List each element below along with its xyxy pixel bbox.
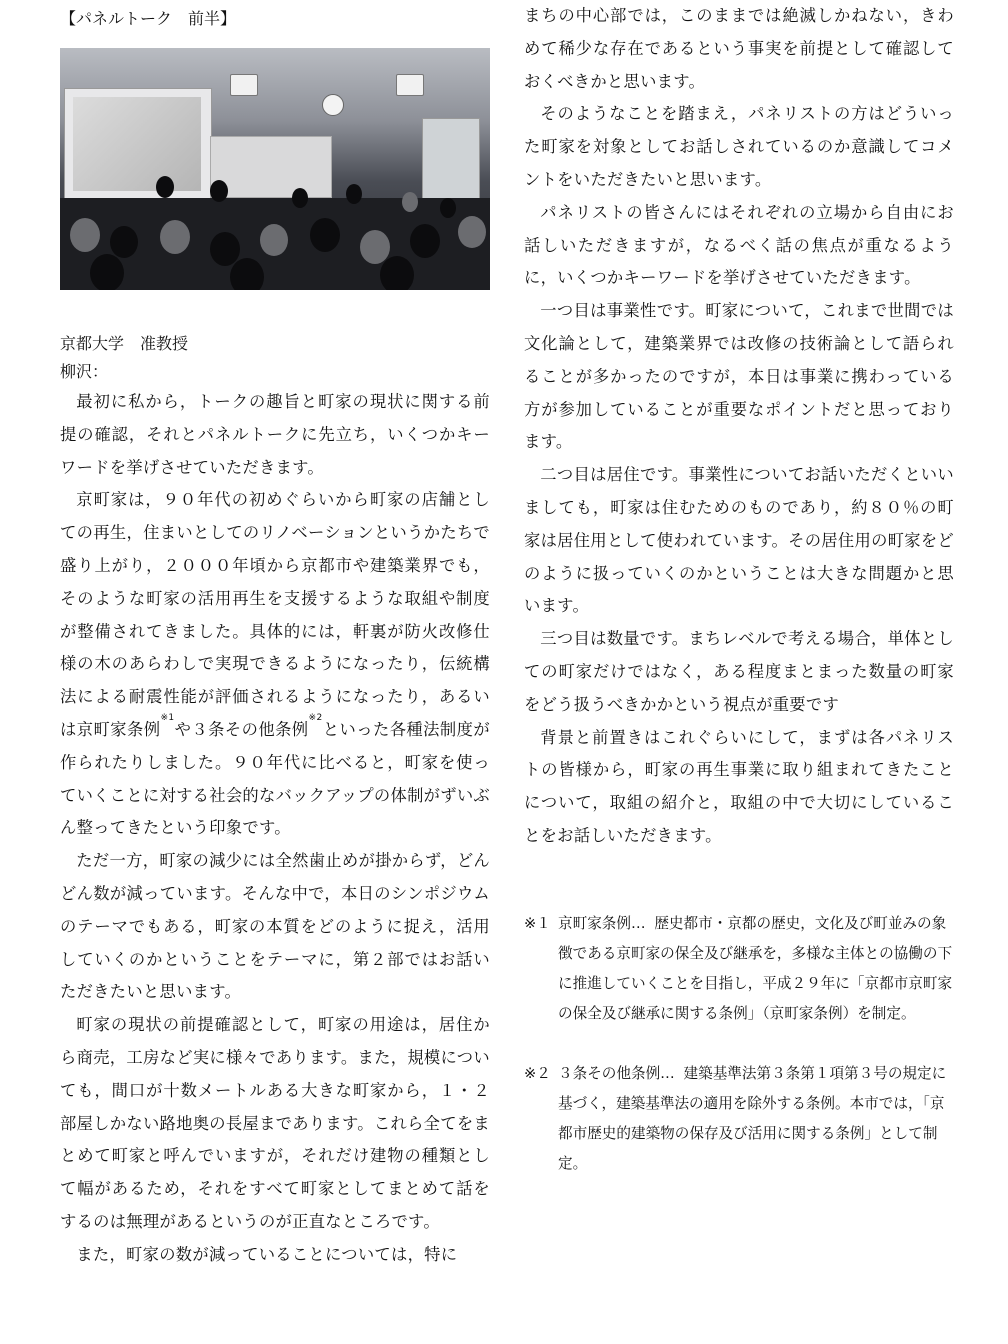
left-column xyxy=(60,0,490,1272)
footnote-ref: ※1 xyxy=(160,712,175,723)
projected-slide xyxy=(73,97,201,191)
panelist-head xyxy=(292,188,308,208)
audience-head xyxy=(360,230,390,264)
speaker-affiliation: 京都大学 准教授 xyxy=(60,334,189,353)
audience-head xyxy=(310,218,340,252)
footnote-mark: ※２ xyxy=(524,1064,551,1082)
speaker-name: 柳沢： xyxy=(60,362,109,381)
paragraph-text: といった各種法制度が作られたりしました。９０年代に比べると，町家を使っていくことに対する社会的なバックアップの体制がずいぶん整ってきたという印象です。 xyxy=(60,719,490,838)
footnote-term: ３条その他条例… xyxy=(558,1064,675,1082)
panelist-head xyxy=(346,184,362,204)
section-heading: 【パネルトーク 前半】 xyxy=(60,9,237,28)
paragraph: 町家の現状の前提確認として，町家の用途は，居住から商売，工房など実に様々であります。また，規模についても，間口が十数メートルある大きな町家から，１・２部屋しかない路地奥の長屋まであります。これら全てをまとめて町家と呼んでいますが，それだけ建物の種類として幅があるため，それをすべて町家としてまとめて話をするのは無理があるというのが正直なところです。 xyxy=(60,1015,490,1231)
audience-head xyxy=(230,258,264,290)
paragraph: 二つ目は居住です。事業性についてお話いただくといいましても，町家は住むためのものであり，約８０％の町家は居住用として使われています。その居住用の町家をどのように扱っていくのかということは大きな問題かと思います。 xyxy=(524,465,954,616)
footnote-body xyxy=(558,1059,954,1179)
audience-head xyxy=(110,226,138,258)
footnote-ref: ※2 xyxy=(308,712,323,723)
paragraph: まちの中心部では，このままでは絶滅しかねない，きわめて稀少な存在であるという事実を前提として確認しておくべきかと思います。 xyxy=(524,6,954,91)
footnote xyxy=(524,1059,954,1179)
footnotes xyxy=(524,909,954,1179)
speaker-block xyxy=(60,330,490,386)
paragraph: 最初に私から，トークの趣旨と町家の現状に関する前提の確認，それとパネルトークに先立ち，いくつかキーワードを挙げさせていただきます。 xyxy=(60,392,490,477)
paragraph-text: や３条その他条例 xyxy=(174,719,309,739)
audience-head xyxy=(458,216,486,248)
panel-talk-photo xyxy=(60,48,490,290)
audience-head xyxy=(410,224,440,258)
paragraph: 背景と前置きはこれぐらいにして，まずは各パネリストの皆様から，町家の再生事業に取り組まれてきたことについて，取組の紹介と，取組の中で大切にしていることをお話しいただきます。 xyxy=(524,727,954,845)
speaker-box-left xyxy=(230,74,258,96)
whiteboard xyxy=(210,136,332,198)
speaker-box-right xyxy=(396,74,424,96)
footnote-text: 建築基準法第３条第１項第３号の規定に基づく，建築基準法の適用を除外する条例。本市では，「京都市歴史的建築物の保存及び活用に関する条例」として制定。 xyxy=(558,1064,947,1172)
footnote-term: 京町家条例… xyxy=(558,914,646,932)
wall-clock xyxy=(322,94,344,116)
paragraph: 一つ目は事業性です。町家について，これまで世間では文化論として，建築業界では改修の技術論として語られることが多かったのですが，本日は事業に携わっている方が参加していることが重要なポイントだと思っております。 xyxy=(524,301,954,452)
panelist-head xyxy=(156,176,174,198)
paragraph: また，町家の数が減っていることについては，特に xyxy=(76,1244,458,1264)
footnote-text: 歴史都市・京都の歴史，文化及び町並みの象徴である京町家の保全及び継承を，多様な主体との協働の下に推進していくことを目指し，平成２９年に「京都市京町家の保全及び継承に関する条例」（京町家条例）を制定。 xyxy=(558,914,953,1022)
panelist-head xyxy=(440,198,456,218)
audience-head xyxy=(210,232,240,266)
projection-screen xyxy=(64,88,212,202)
paragraph: 三つ目は数量です。まちレベルで考える場合，単体としての町家だけではなく，ある程度まとまった数量の町家をどう扱うべきかかという視点が重要です xyxy=(524,629,954,714)
audience-head xyxy=(380,256,414,290)
paragraph xyxy=(60,484,490,845)
paragraph-text: 京町家は，９０年代の初めぐらいから町家の店舗としての再生，住まいとしてのリノベーションというかたちで盛り上がり，２０００年頃から京都市や建築業界でも，そのような町家の活用再生を支援するような取組や制度が整備されてきました。具体的には，軒裏が防火改修仕様の木のあらわしで実現できるようになったり，伝統構法による耐震性能が評価されるようになったり，あるいは京町家条例 xyxy=(60,490,490,739)
paragraph: そのようなことを踏まえ，パネリストの方はどういった町家を対象としてお話しされているのか意識してコメントをいただきたいと思います。 xyxy=(524,104,954,189)
panelist-head xyxy=(402,192,418,212)
audience-head xyxy=(160,220,190,254)
panelist-head xyxy=(210,180,228,202)
right-column xyxy=(524,0,954,1209)
paragraph: パネリストの皆さんにはそれぞれの立場から自由にお話しいただきますが，なるべく話の焦点が重なるように，いくつかキーワードを挙げさせていただきます。 xyxy=(524,202,954,288)
audience-head xyxy=(260,224,288,256)
audience-head xyxy=(90,254,124,290)
footnote-mark: ※１ xyxy=(524,914,551,932)
audience-head xyxy=(70,218,100,252)
footnote xyxy=(524,909,954,1029)
footnote-body xyxy=(558,909,954,1029)
paragraph: ただ一方，町家の減少には全然歯止めが掛からず，どんどん数が減っています。そんな中で，本日のシンポジウムのテーマでもある，町家の本質をどのように捉え，活用していくのかということをテーマに，第２部ではお話いただきたいと思います。 xyxy=(60,851,490,1002)
